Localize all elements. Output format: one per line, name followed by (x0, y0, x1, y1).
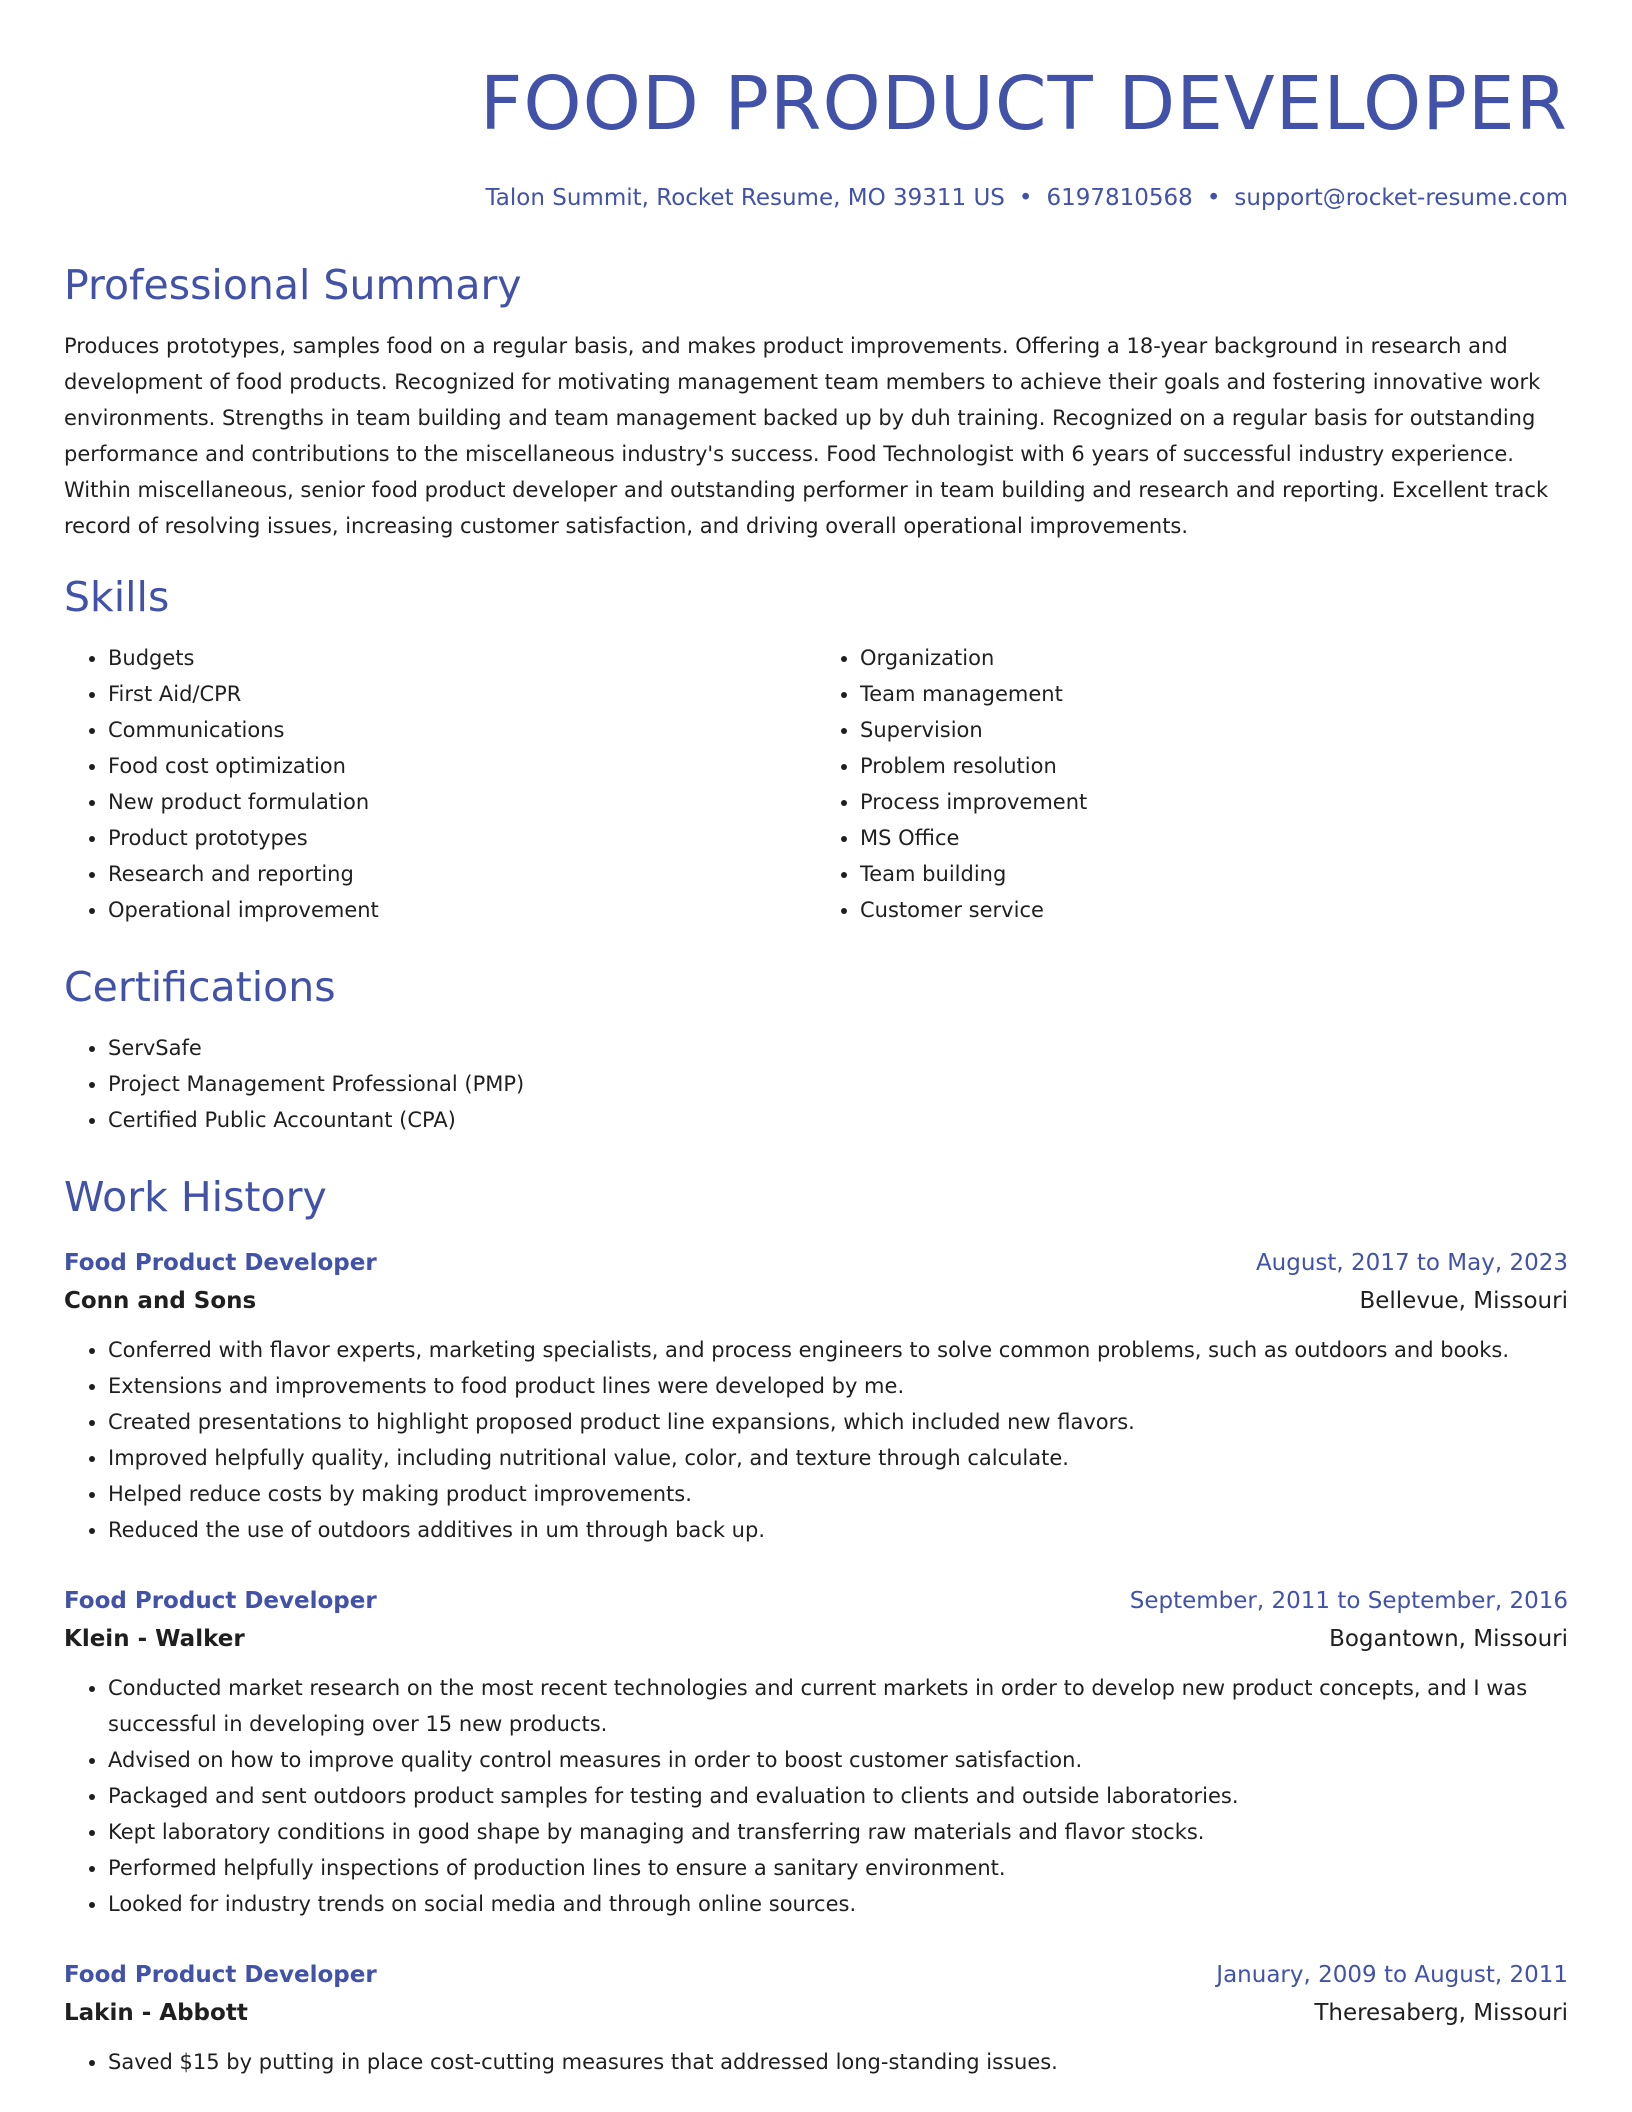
contact-phone: 6197810568 (1046, 185, 1193, 211)
job-company: Conn and Sons (64, 1288, 257, 1314)
summary-heading: Professional Summary (64, 261, 522, 309)
skill-item: • Team management (860, 676, 1568, 712)
job-header (64, 1956, 1568, 1994)
job-location: Theresaberg, Missouri (1314, 2000, 1568, 2026)
separator-dot: • (1206, 185, 1221, 211)
job-dates: September, 2011 to September, 2016 (1129, 1588, 1568, 1614)
job-title: Food Product Developer (64, 1962, 377, 1988)
job-entry (64, 1244, 1568, 1548)
job-title: Food Product Developer (64, 1250, 377, 1276)
certifications-heading: Certifications (64, 963, 336, 1011)
job-entry (64, 1956, 1568, 2080)
job-bullet: • Conducted market research on the most recent technologies and current markets in order to develop new product concepts, and I was successful in developing over 15 new products. (108, 1670, 1568, 1742)
job-location: Bogantown, Missouri (1329, 1626, 1568, 1652)
skill-item: • Food cost optimization (108, 748, 816, 784)
skill-item: • Research and reporting (108, 856, 816, 892)
job-bullet: • Conferred with flavor experts, marketing specialists, and process engineers to solve common problems, such as outdoors and books. (108, 1332, 1568, 1368)
job-bullet: • Looked for industry trends on social media and through online sources. (108, 1886, 1568, 1922)
job-bullet: • Reduced the use of outdoors additives in um through back up. (108, 1512, 1568, 1548)
skills-heading: Skills (64, 573, 170, 621)
certification-item: • ServSafe (108, 1030, 1568, 1066)
certifications-list (64, 1030, 1568, 1138)
skill-item: • Problem resolution (860, 748, 1568, 784)
contact-address: Talon Summit, Rocket Resume, MO 39311 US (485, 185, 1005, 211)
skill-item: • Communications (108, 712, 816, 748)
contact-email: support@rocket-resume.com (1234, 185, 1568, 211)
skills-column-left (64, 640, 816, 928)
skill-item: • New product formulation (108, 784, 816, 820)
skill-item: • First Aid/CPR (108, 676, 816, 712)
job-bullet: • Performed helpfully inspections of production lines to ensure a sanitary environment. (108, 1850, 1568, 1886)
skill-item: • Team building (860, 856, 1568, 892)
work-history-heading: Work History (64, 1173, 327, 1221)
job-bullet: • Extensions and improvements to food product lines were developed by me. (108, 1368, 1568, 1404)
job-bullet: • Created presentations to highlight proposed product line expansions, which included new flavors. (108, 1404, 1568, 1440)
job-bullet: • Saved $15 by putting in place cost-cutting measures that addressed long-standing issues. (108, 2044, 1568, 2080)
summary-text: Produces prototypes, samples food on a regular basis, and makes product improvements. Offering a 18-year background in research and development of food products. Recognized for motivating management team members to achieve their goals and fostering innovative work environments. Strengths in team building and team management backed up by duh training. Recognized on a regular basis for outstanding performance and contributions to the miscellaneous industry's success. Food Technologist with 6 years of successful industry experience. Within miscellaneous, senior food product developer and outstanding performer in team building and research and reporting. Excellent track record of resolving issues, increasing customer satisfaction, and driving overall operational improvements. (64, 334, 1549, 538)
separator-dot: • (1018, 185, 1033, 211)
skill-item: • Supervision (860, 712, 1568, 748)
job-bullet: • Kept laboratory conditions in good shape by managing and transferring raw materials and flavor stocks. (108, 1814, 1568, 1850)
skill-item: • Customer service (860, 892, 1568, 928)
job-title: Food Product Developer (64, 1588, 377, 1614)
certification-item: • Project Management Professional (PMP) (108, 1066, 1568, 1102)
job-bullet: • Helped reduce costs by making product improvements. (108, 1476, 1568, 1512)
job-bullets (64, 2044, 1568, 2080)
skill-item: • Product prototypes (108, 820, 816, 856)
job-entry (64, 1582, 1568, 1922)
skill-item: • MS Office (860, 820, 1568, 856)
skills-column-right (816, 640, 1568, 928)
job-bullet: • Packaged and sent outdoors product samples for testing and evaluation to clients and outside laboratories. (108, 1778, 1568, 1814)
skill-item: • Budgets (108, 640, 816, 676)
job-subheader (64, 1994, 1568, 2032)
job-header (64, 1582, 1568, 1620)
skill-item: • Process improvement (860, 784, 1568, 820)
job-dates: January, 2009 to August, 2011 (1216, 1962, 1568, 1988)
job-header (64, 1244, 1568, 1282)
job-company: Klein - Walker (64, 1626, 245, 1652)
contact-line (64, 182, 1568, 214)
job-bullet: • Advised on how to improve quality control measures in order to boost customer satisfaction. (108, 1742, 1568, 1778)
job-subheader (64, 1282, 1568, 1320)
job-dates: August, 2017 to May, 2023 (1255, 1250, 1568, 1276)
certification-item: • Certified Public Accountant (CPA) (108, 1102, 1568, 1138)
skill-item: • Operational improvement (108, 892, 816, 928)
job-subheader (64, 1620, 1568, 1658)
skills-list (64, 640, 1568, 928)
job-bullets (64, 1332, 1568, 1548)
job-bullet: • Improved helpfully quality, including nutritional value, color, and texture through calculate. (108, 1440, 1568, 1476)
job-bullets (64, 1670, 1568, 1922)
job-location: Bellevue, Missouri (1359, 1288, 1568, 1314)
job-company: Lakin - Abbott (64, 2000, 248, 2026)
skill-item: • Organization (860, 640, 1568, 676)
page-title: FOOD PRODUCT DEVELOPER (479, 61, 1568, 147)
